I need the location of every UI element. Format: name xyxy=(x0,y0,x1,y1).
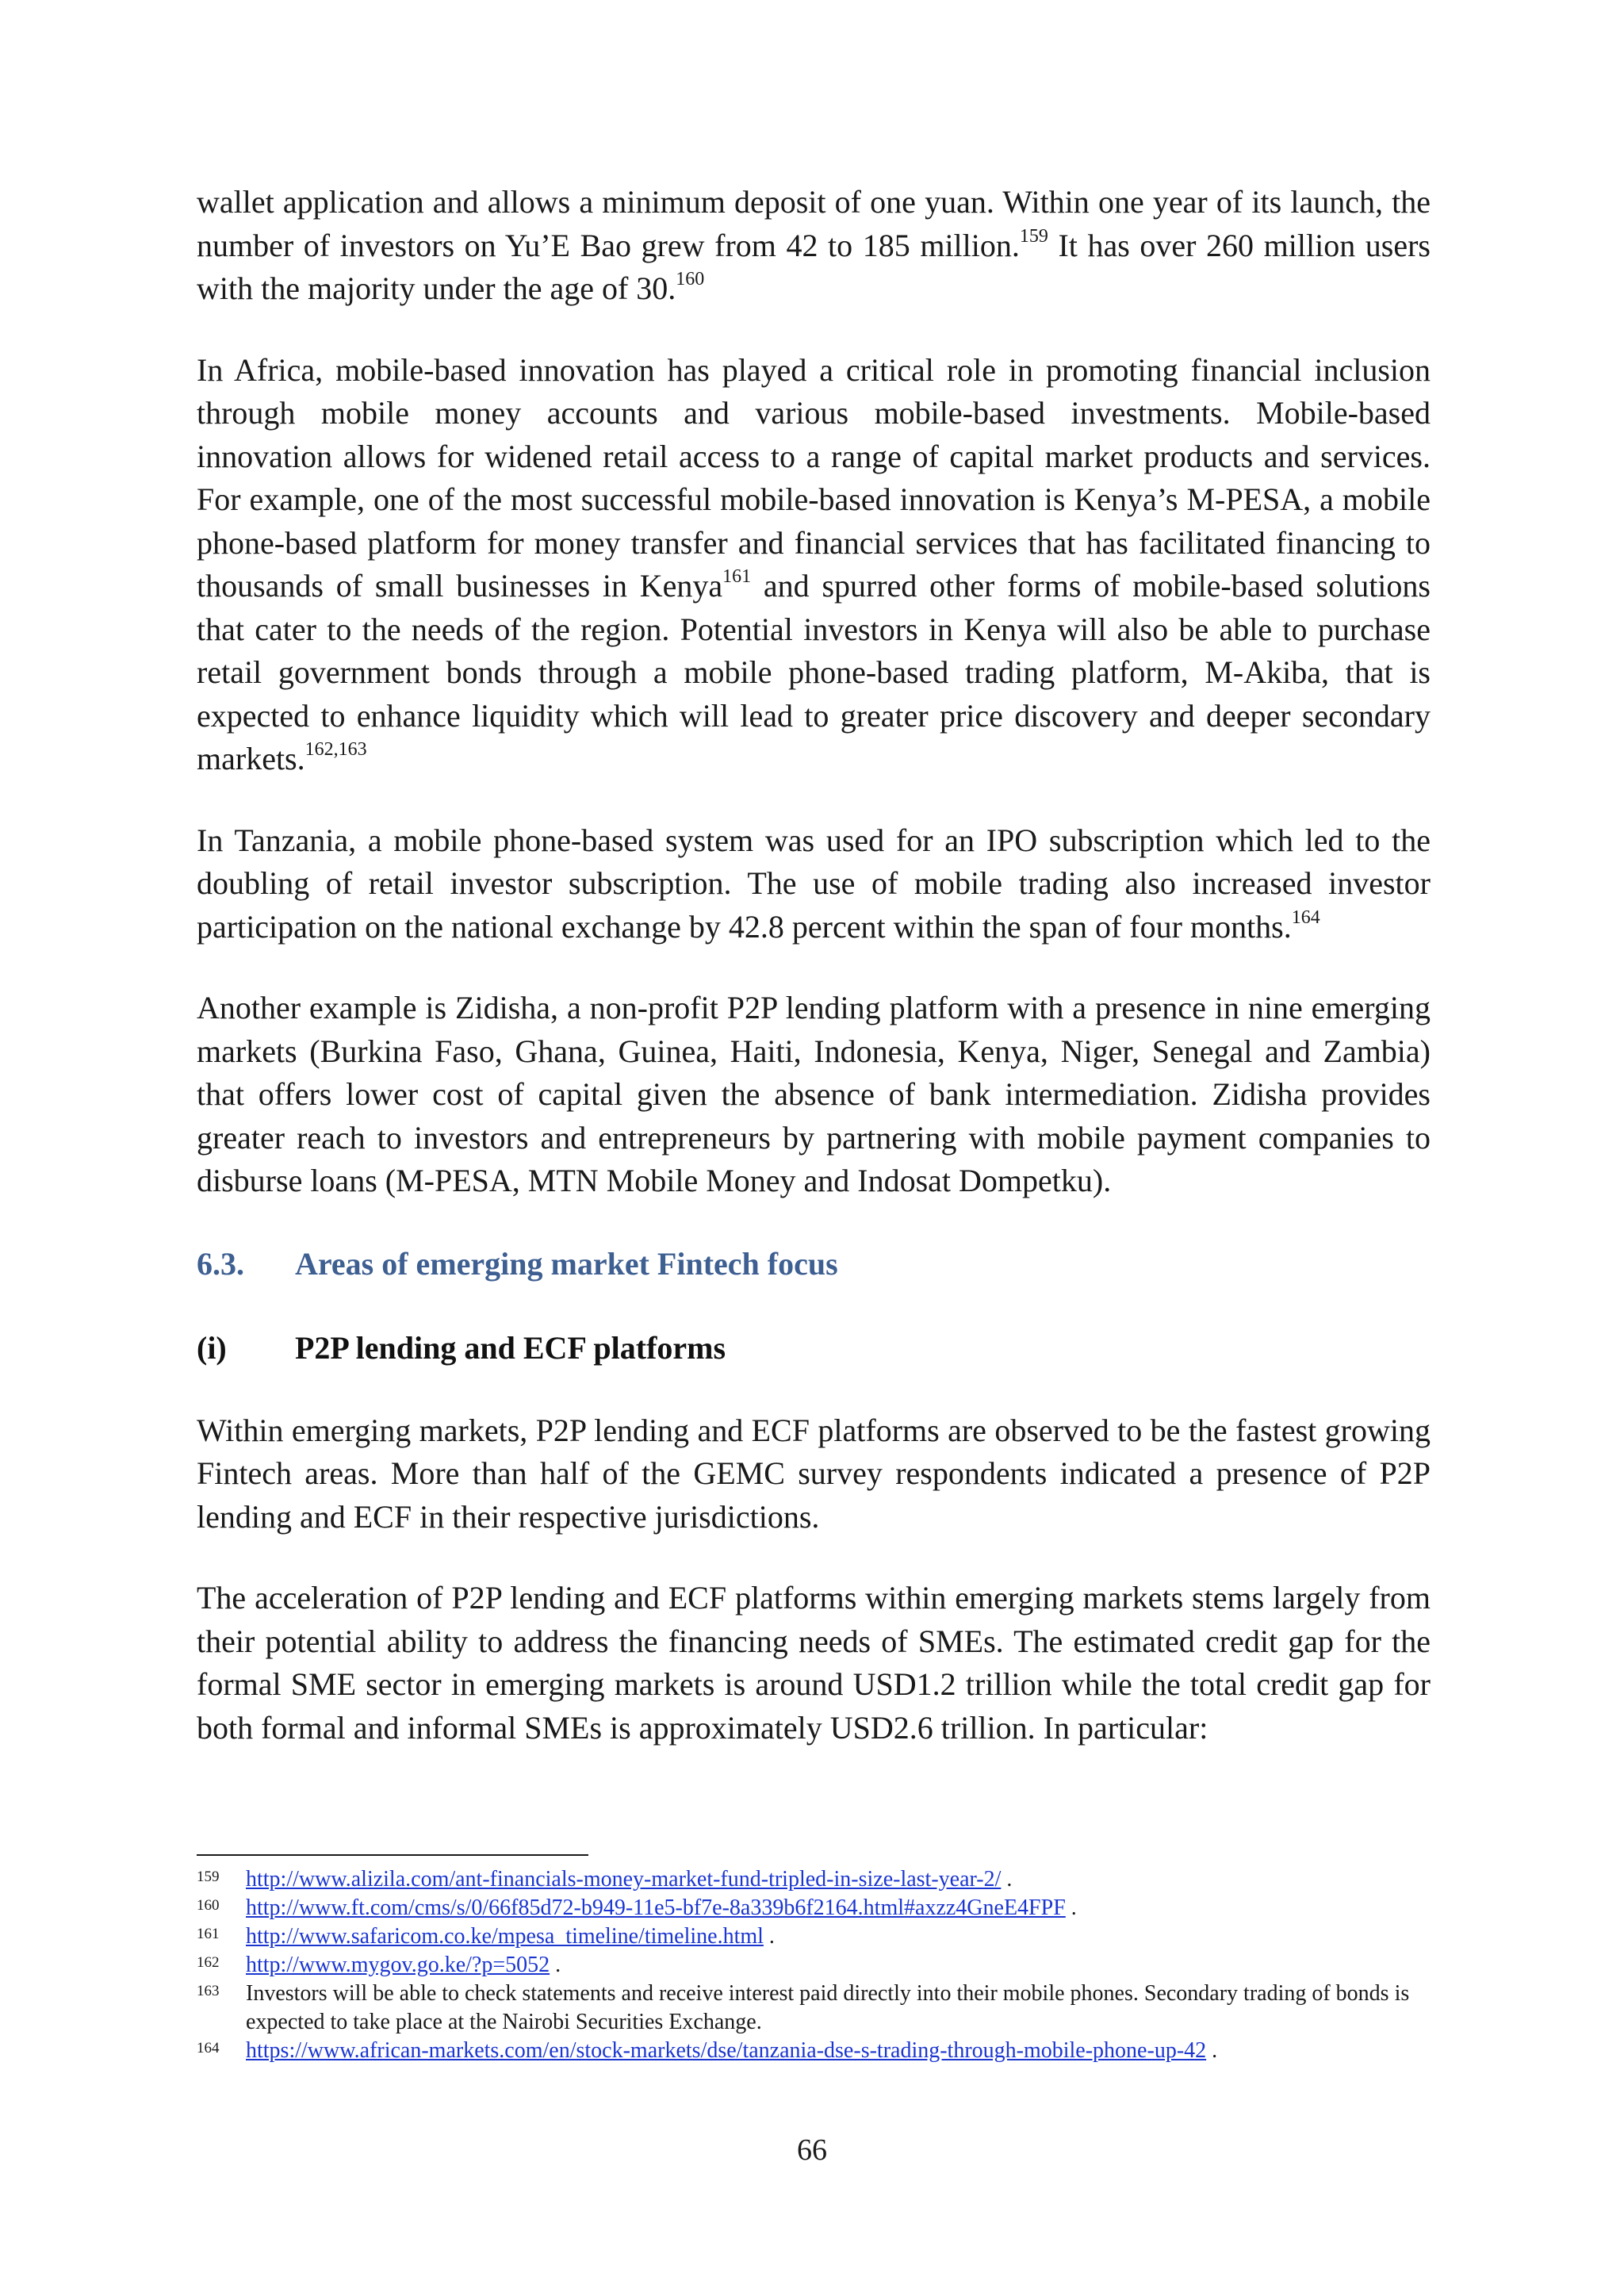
footnotes xyxy=(197,1865,1431,2065)
footnote-link[interactable]: http://www.alizila.com/ant-financials-money-market-fund-tripled-in-size-last-year-2/ xyxy=(246,1867,1002,1892)
footnote-body xyxy=(246,2037,1431,2065)
footnote-body xyxy=(246,1865,1431,1894)
footnote-number: 160 xyxy=(197,1897,220,1914)
footnote-divider xyxy=(197,1854,588,1856)
body-paragraph xyxy=(197,1409,1431,1539)
paragraph-text: Another example is Zidisha, a non-profit P2P lending platform with a presence in nine emerging markets (Burkina Faso, Ghana, Guinea, Haiti, Indonesia, Kenya, Niger, Senegal and Zambia) that offers lower cost of capital given the absence of bank intermediation. Zidisha provides greater reach to investors and entrepreneurs by partnering with mobile payment companies to disburse loans (M-PESA, MTN Mobile Money and Indosat Dompetku). xyxy=(197,990,1431,1198)
footnote-punctuation: . xyxy=(763,1924,775,1949)
footnote-number: 163 xyxy=(197,1983,220,1999)
footnote-number: 162 xyxy=(197,1954,220,1971)
subsection-number: (i) xyxy=(197,1329,227,1366)
footnote-link[interactable]: https://www.african-markets.com/en/stock-markets/dse/tanzania-dse-s-trading-through-mobile-phone-up-42 xyxy=(246,2038,1207,2063)
footnote-body xyxy=(246,1894,1431,1922)
paragraph-text: In Tanzania, a mobile phone-based system was used for an IPO subscription which led to the doubling of retail investor subscription. The use of mobile trading also increased investor participation on the national exchange by 42.8 percent within the span of four months. xyxy=(197,822,1431,945)
footnote-item xyxy=(197,1951,1431,1980)
body-paragraph xyxy=(197,349,1431,781)
paragraph-text: and spurred other forms of mobile-based solutions that cater to the needs of the region. Potential investors in Kenya will also be able to purchase retail government bonds through a mobile phone-based trading platform, M-Akiba, that is expected to enhance liquidity which will lead to greater price discovery and deeper secondary markets. xyxy=(197,568,1431,776)
footnote-item xyxy=(197,2037,1431,2065)
footnote-link[interactable]: http://www.safaricom.co.ke/mpesa_timeline/timeline.html xyxy=(246,1924,764,1949)
paragraph-text: The acceleration of P2P lending and ECF platforms within emerging markets stems largely from their potential ability to address the financing needs of SMEs. The estimated credit gap for the formal SME sector in emerging markets is around USD1.2 trillion while the total credit gap for both formal and informal SMEs is approximately USD2.6 trillion. In particular: xyxy=(197,1580,1431,1746)
footnote-item xyxy=(197,1922,1431,1951)
body-paragraph xyxy=(197,819,1431,949)
body-paragraph xyxy=(197,181,1431,311)
footnote-item xyxy=(197,1894,1431,1922)
subsection-title: P2P lending and ECF platforms xyxy=(295,1329,726,1366)
footnote-reference[interactable]: 160 xyxy=(676,269,705,289)
footnote-body xyxy=(246,1922,1431,1951)
paragraph-text: It has over 260 million users with the majority under the age of 30. xyxy=(197,227,1431,306)
main-text xyxy=(197,181,1431,1788)
footnote-body xyxy=(246,1980,1431,2037)
footnote-punctuation: . xyxy=(1065,1895,1077,1920)
subsection-heading xyxy=(197,1327,1431,1370)
body-paragraph xyxy=(197,987,1431,1203)
section-number: 6.3. xyxy=(197,1245,244,1282)
body-paragraph xyxy=(197,1577,1431,1750)
paragraph-text: wallet application and allows a minimum deposit of one yuan. Within one year of its launch, the number of investors on Yu’E Bao grew from 42 to 185 million. xyxy=(197,184,1431,263)
footnote-body xyxy=(246,1951,1431,1980)
section-heading xyxy=(197,1243,1431,1286)
footnote-link[interactable]: http://www.ft.com/cms/s/0/66f85d72-b949-11e5-bf7e-8a339b6f2164.html#axzz4GneE4FPF xyxy=(246,1895,1066,1920)
paragraph-text: In Africa, mobile-based innovation has played a critical role in promoting financial inclusion through mobile money accounts and various mobile-based investments. Mobile-based innovation allows for widened retail access to a range of capital market products and services. For example, one of the most successful mobile-based innovation is Kenya’s M-PESA, a mobile phone-based platform for money transfer and financial services that has facilitated financing to thousands of small businesses in Kenya xyxy=(197,351,1431,604)
paragraph-group-1 xyxy=(197,181,1431,1203)
footnote-reference[interactable]: 159 xyxy=(1019,225,1048,247)
footnote-reference[interactable]: 164 xyxy=(1291,907,1320,928)
paragraph-text: Within emerging markets, P2P lending and ECF platforms are observed to be the fastest growing Fintech areas. More than half of the GEMC survey respondents indicated a presence of P2P lending and ECF in their respective jurisdictions. xyxy=(197,1412,1431,1535)
section-title: Areas of emerging market Fintech focus xyxy=(295,1245,838,1282)
page-number: 66 xyxy=(797,2133,827,2167)
paragraph-group-2 xyxy=(197,1409,1431,1750)
footnote-number: 161 xyxy=(197,1926,220,1942)
footnote-text: Investors will be able to check statements and receive interest paid directly into their mobile phones. Secondary trading of bonds is expected to take place at the Nairobi Securities Exchange. xyxy=(246,1981,1410,2034)
footnote-item xyxy=(197,1865,1431,1894)
footnote-punctuation: . xyxy=(550,1953,561,1977)
footnote-number: 164 xyxy=(197,2040,220,2056)
footnote-number: 159 xyxy=(197,1869,220,1885)
footnote-reference[interactable]: 161 xyxy=(722,566,752,587)
footnote-punctuation: . xyxy=(1001,1867,1013,1892)
footnote-link[interactable]: http://www.mygov.go.ke/?p=5052 xyxy=(246,1953,550,1977)
footnote-item xyxy=(197,1980,1431,2037)
footnote-reference[interactable]: 162,163 xyxy=(304,739,367,760)
footnote-punctuation: . xyxy=(1206,2038,1218,2063)
